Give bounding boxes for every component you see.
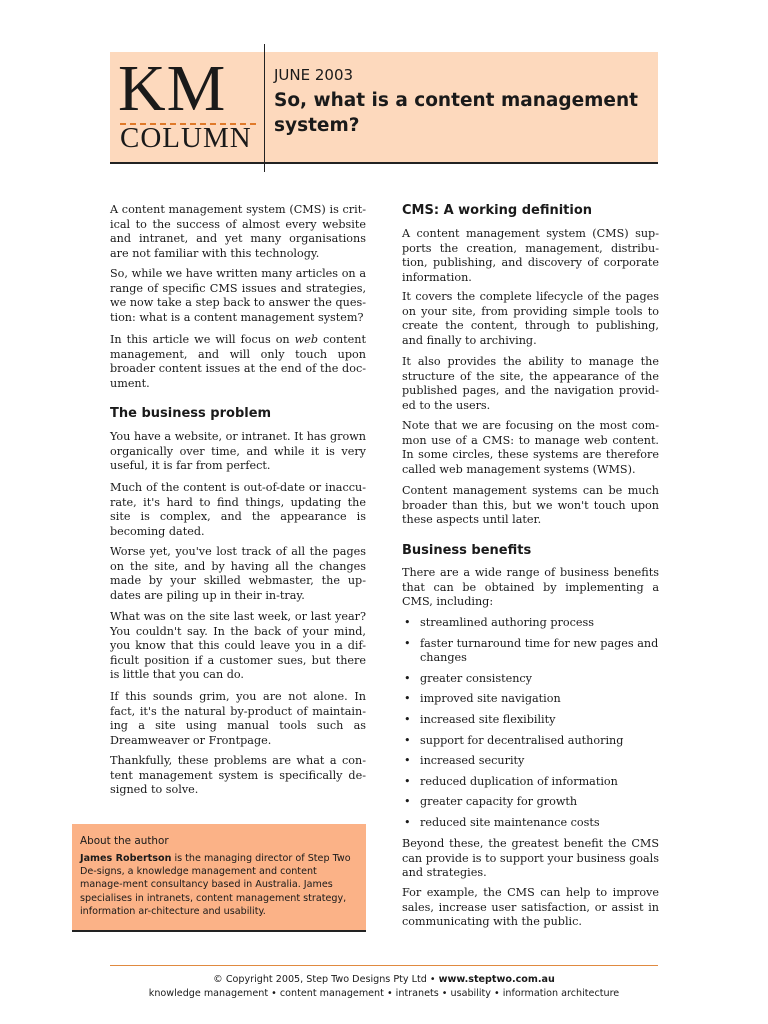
- author-box-rule: [72, 930, 366, 932]
- section-heading-business-problem: The business problem: [110, 406, 272, 421]
- section-heading-benefits: Business benefits: [402, 543, 532, 558]
- list-item: • greater capacity for growth: [404, 795, 578, 809]
- footer-copyright: © Copyright 2005, Step Two Designs Pty Ltd • www.steptwo.com.au: [213, 974, 555, 985]
- list-item: • streamlined authoring process: [404, 616, 594, 629]
- paragraph: Beyond these, the greatest benefit the CMS can provide is to support your business goals and strategies.: [402, 837, 659, 880]
- list-item: • support for decentralised authoring: [404, 733, 624, 747]
- header-rule: [110, 162, 658, 164]
- paragraph: A content management system (CMS) is crit-ical to the success of almost every website and intranet, and yet many organisations are not familiar with this technology.: [110, 203, 366, 260]
- paragraph: A content management system (CMS) sup-ports the creation, management, distribu-tion, publishing, and discovery of corporate information.: [402, 227, 659, 284]
- column-logo: COLUMN: [120, 122, 252, 154]
- paragraph: What was on the site last week, or last year? You couldn't say. In the back of your mind, you know that this could leave you in a dif-ficult position if a customer sues, but there is little that you can do.: [110, 610, 366, 682]
- benefits-list: [402, 616, 659, 831]
- section-heading-definition: CMS: A working definition: [402, 203, 593, 218]
- list-item: • reduced site maintenance costs: [404, 815, 600, 829]
- issue-date: JUNE 2003: [274, 66, 354, 84]
- author-bio: James Robertson is the managing director of Step Two De-signs, a knowledge management and content manage-ment consultancy based in Australia. James specialises in intranets, content management strategy, information ar-chitecture and usability.: [80, 853, 351, 917]
- paragraph: For example, the CMS can help to improve sales, increase user satisfaction, or assist in communicating with the public.: [402, 886, 659, 929]
- paragraph: Much of the content is out-of-date or inaccu-rate, it's hard to find things, updating the site is complex, and the appearance is becoming dated.: [110, 481, 366, 538]
- footer-website-link[interactable]: www.steptwo.com.au: [438, 974, 555, 985]
- emphasis: web: [294, 333, 318, 346]
- author-name: James Robertson: [80, 853, 172, 864]
- list-item: • greater consistency: [404, 671, 532, 685]
- paragraph: You have a website, or intranet. It has grown organically over time, and while it is very useful, it is far from perfect.: [110, 430, 366, 473]
- km-logo: KM: [118, 52, 227, 125]
- author-heading: About the author: [80, 835, 169, 847]
- paragraph: If this sounds grim, you are not alone. In fact, it's the natural by-product of maintain-ing a site using manual tools such as Dreamweaver or Frontpage.: [110, 690, 366, 747]
- paragraph: Note that we are focusing on the most com-mon use of a CMS: to manage web content. In some circles, these systems are therefore called web management systems (WMS).: [402, 419, 659, 476]
- list-item: • improved site navigation: [404, 692, 561, 706]
- list-item: • faster turnaround time for new pages and changes: [404, 636, 659, 665]
- paragraph: Content management systems can be much broader than this, but we won't touch upon these aspects until later.: [402, 484, 659, 527]
- list-item: • reduced duplication of information: [404, 774, 618, 788]
- paragraph: Worse yet, you've lost track of all the pages on the site, and by having all the changes made by your skilled webmaster, the up-dates are piling up in their in-tray.: [110, 545, 366, 602]
- list-item: • increased security: [404, 754, 525, 768]
- footer-tagline: knowledge management • content management • intranets • usability • information architecture: [148, 988, 620, 999]
- footer-rule: [110, 965, 658, 966]
- list-item: • increased site flexibility: [404, 712, 556, 726]
- paragraph: In this article we will focus on web content management, and will only touch upon broader content issues at the end of the doc-ument.: [110, 333, 366, 390]
- paragraph: It also provides the ability to manage the structure of the site, the appearance of the published pages, and the navigation provid-ed to the users.: [402, 355, 659, 412]
- page-title: So, what is a content management system?: [274, 90, 638, 136]
- paragraph: Thankfully, these problems are what a con-tent management system is specifically de-signed to solve.: [110, 754, 366, 797]
- header-divider: [264, 44, 265, 172]
- paragraph: There are a wide range of business benefits that can be obtained by implementing a CMS, including:: [402, 566, 659, 609]
- paragraph: So, while we have written many articles on a range of specific CMS issues and strategies, we now take a step back to answer the ques-tion: what is a content management system?: [110, 267, 366, 324]
- paragraph: It covers the complete lifecycle of the pages on your site, from providing simple tools to create the content, through to publishing, and finally to archiving.: [402, 290, 659, 347]
